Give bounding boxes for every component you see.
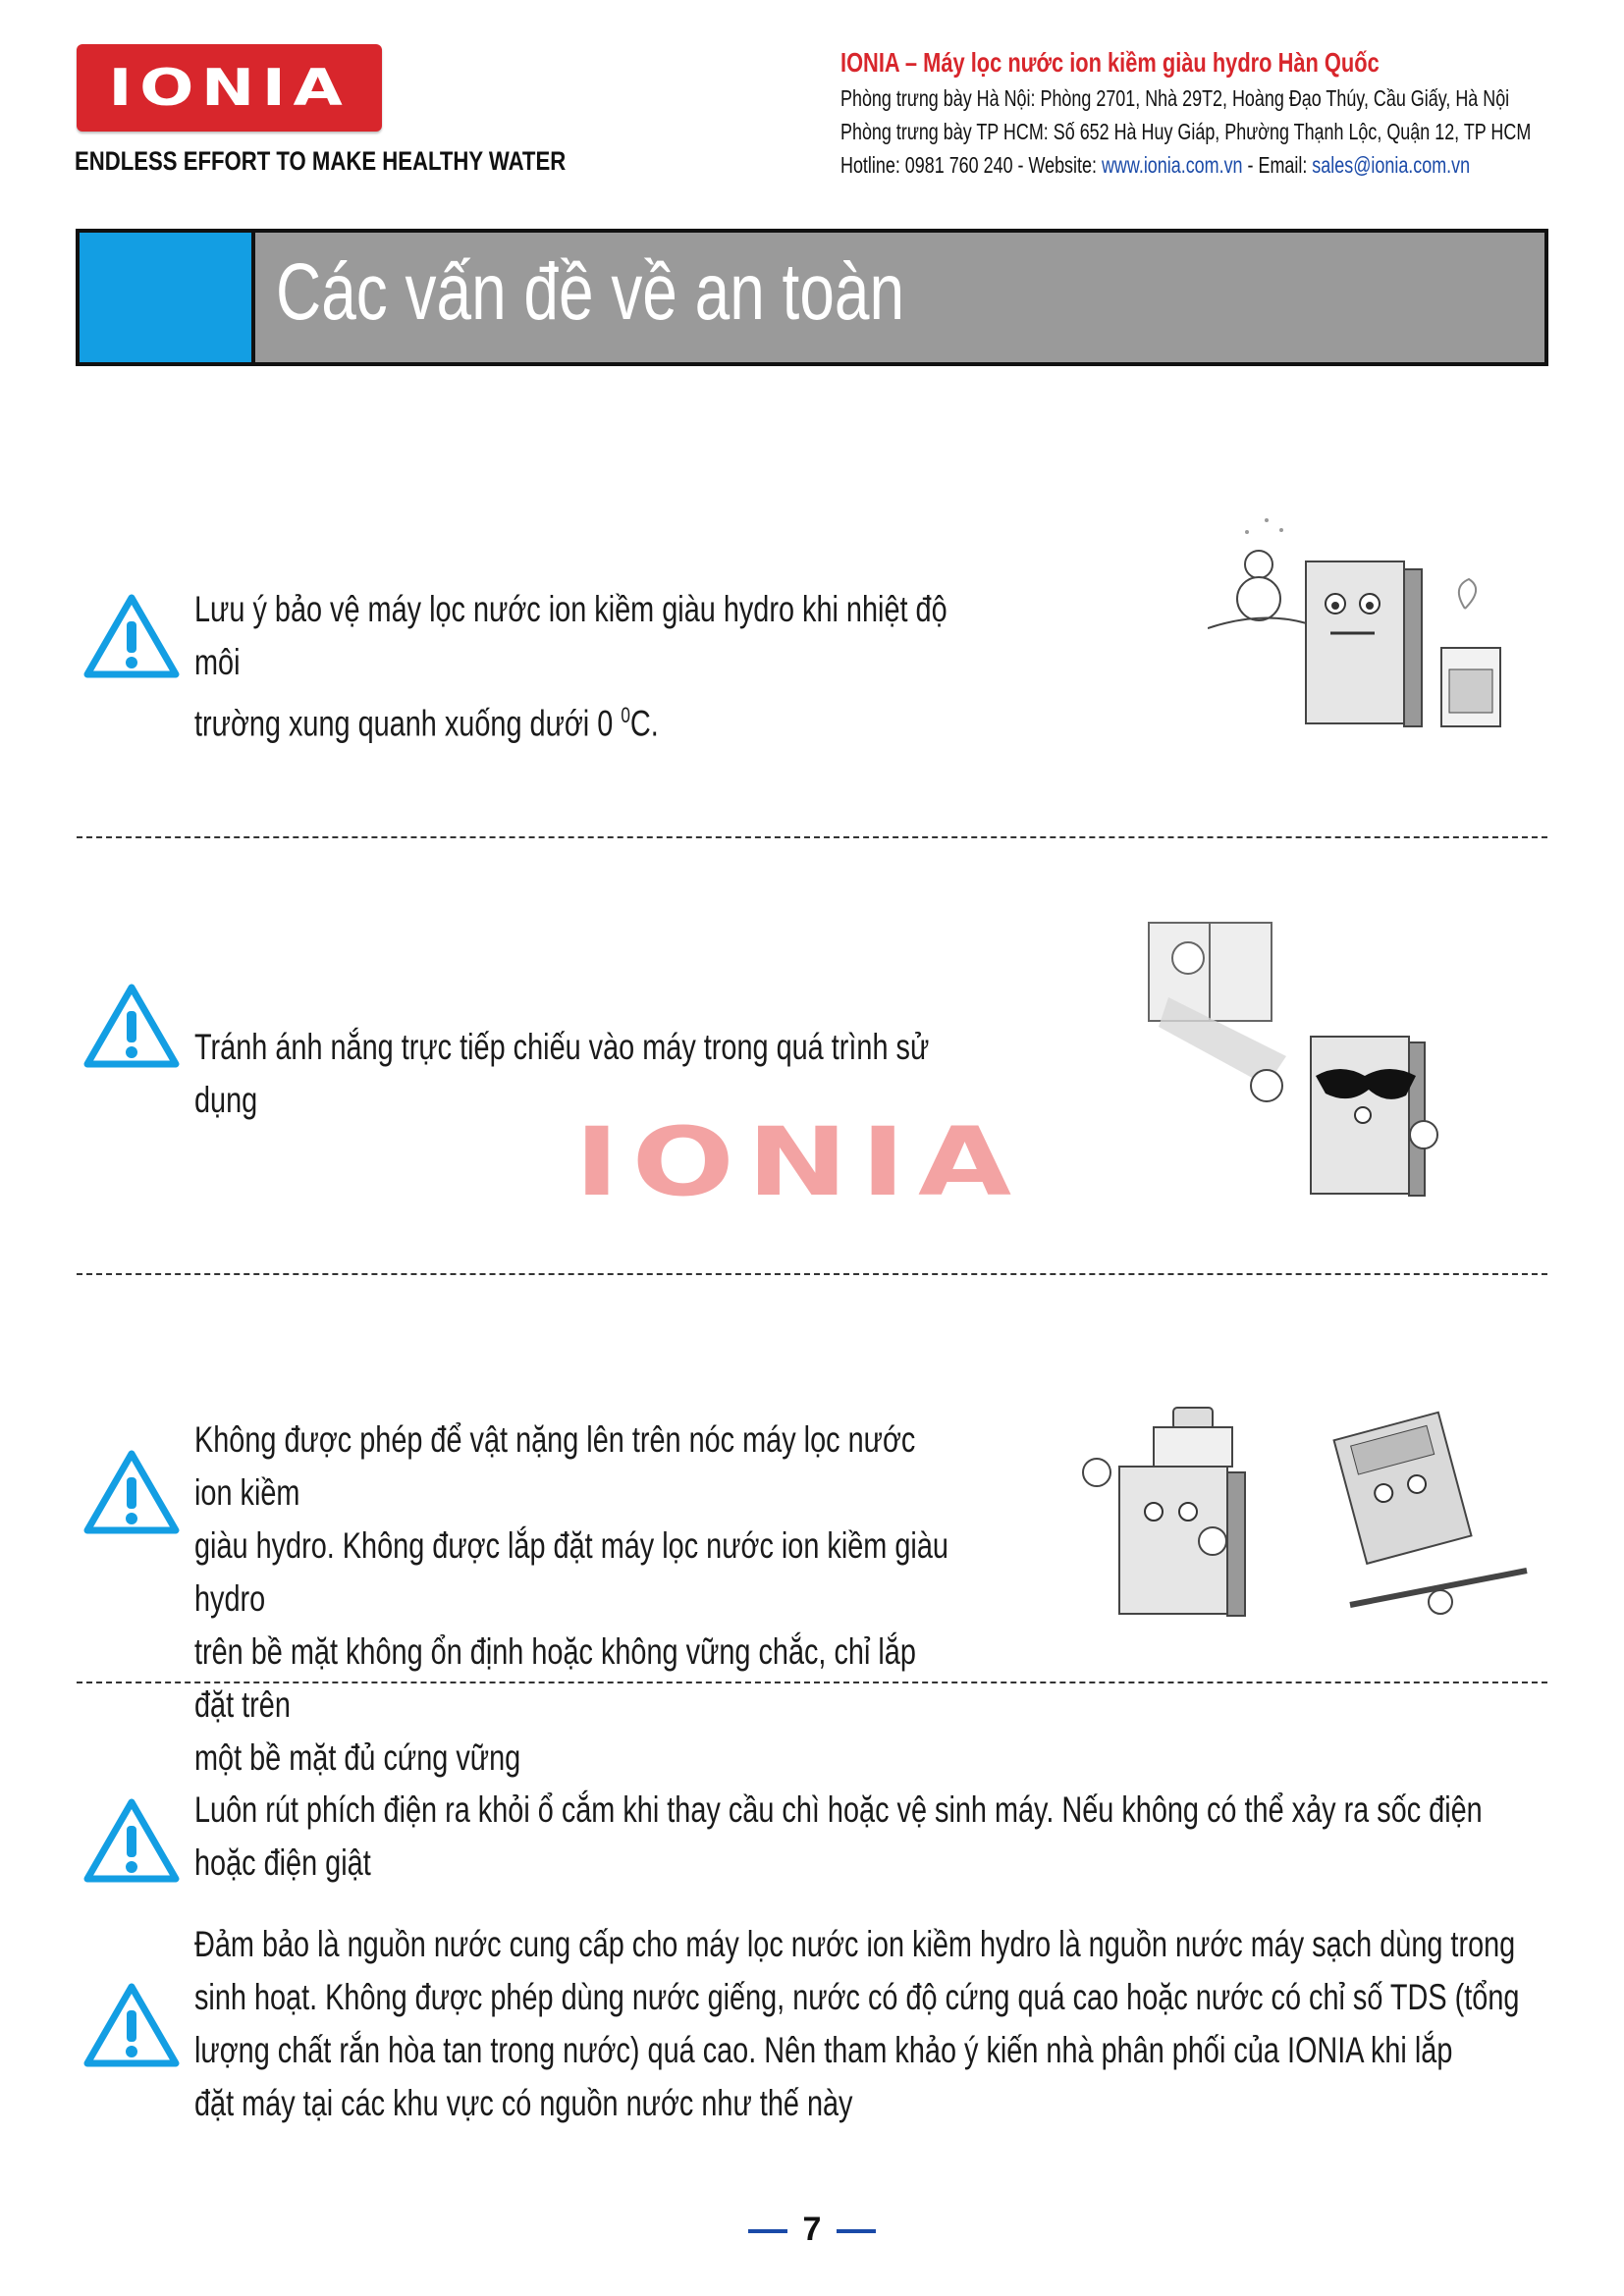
- safety-item-water-source: [194, 1918, 1557, 2130]
- unplug-line: Luôn rút phích điện ra khỏi ổ cắm khi thay cầu chì hoặc vệ sinh máy. Nếu không có thể xảy ra sốc điện: [194, 1789, 1483, 1830]
- showroom-hcm: Phòng trưng bày TP HCM: Số 652 Hà Huy Giáp, Phường Thạnh Lộc, Quận 12, TP HCM: [840, 119, 1532, 144]
- showroom-hanoi: Phòng trưng bày Hà Nội: Phòng 2701, Nhà 29T2, Hoàng Đạo Thúy, Cầu Giấy, Hà Nội: [840, 85, 1510, 111]
- page-dash-left: [748, 2229, 787, 2233]
- page-dash-right: [837, 2229, 876, 2233]
- heavy-object-illustration: [1075, 1394, 1537, 1629]
- company-name: IONIA – Máy lọc nước ion kiềm giàu hydro Hàn Quốc: [840, 47, 1380, 78]
- page-title: Các vấn đề về an toàn: [276, 247, 905, 337]
- ionia-logo: [77, 44, 382, 132]
- page-number-value: 7: [802, 2211, 822, 2248]
- title-accent-block: [80, 233, 255, 362]
- safety-item-cold-line2: trường xung quanh xuống dưới 0 $^0$C.: [194, 703, 659, 744]
- warning-triangle-icon: [82, 982, 181, 1070]
- cold-weather-illustration: [1208, 510, 1512, 756]
- placement-line: trên bề mặt không ổn định hoặc không vững chắc, chỉ lắp đặt trên: [194, 1631, 916, 1725]
- warning-triangle-icon: [82, 1796, 181, 1885]
- tagline: ENDLESS EFFORT TO MAKE HEALTHY WATER: [75, 146, 567, 176]
- water-source-line: lượng chất rắn hòa tan trong nước) quá cao. Nên tham khảo ý kiến nhà phân phối của IONIA khi lắp: [194, 2030, 1453, 2070]
- watermark-logo: IONIA: [574, 1107, 1024, 1217]
- safety-item-unplug: [194, 1784, 1557, 1890]
- water-source-line: đặt máy tại các khu vực có nguồn nước như thế này: [194, 2083, 853, 2123]
- warning-triangle-icon: [82, 1981, 181, 2069]
- warning-triangle-icon: [82, 592, 181, 680]
- email-label: - Email:: [1242, 152, 1313, 178]
- section-divider: [77, 1682, 1547, 1683]
- warning-triangle-icon: [82, 1448, 181, 1536]
- sunlight-illustration: [1129, 919, 1453, 1203]
- unplug-line: hoặc điện giật: [194, 1842, 371, 1883]
- logo-text: IONIA: [108, 58, 351, 118]
- safety-item-cold: [194, 583, 960, 750]
- company-info: [840, 47, 1547, 179]
- email-link[interactable]: sales@ionia.com.vn: [1312, 152, 1471, 178]
- page-number: [0, 2211, 1624, 2249]
- safety-item-placement: [194, 1414, 960, 1785]
- safety-item-sunlight: Tránh ánh nắng trực tiếp chiếu vào máy trong quá trình sử dụng: [194, 1027, 930, 1120]
- placement-line: Không được phép để vật nặng lên trên nóc máy lọc nước ion kiềm: [194, 1419, 916, 1513]
- contact-line: [840, 152, 1471, 179]
- section-divider: [77, 836, 1547, 838]
- water-source-line: sinh hoạt. Không được phép dùng nước giếng, nước có độ cứng quá cao hoặc nước có chỉ số TDS (tổng: [194, 1977, 1520, 2017]
- placement-line: giàu hydro. Không được lắp đặt máy lọc nước ion kiềm giàu hydro: [194, 1525, 948, 1619]
- section-divider: [77, 1273, 1547, 1275]
- placement-line: một bề mặt đủ cứng vững: [194, 1737, 521, 1778]
- website-link[interactable]: www.ionia.com.vn: [1101, 152, 1243, 178]
- safety-item-cold-line1: Lưu ý bảo vệ máy lọc nước ion kiềm giàu hydro khi nhiệt độ môi: [194, 589, 947, 682]
- title-bar: [76, 229, 1548, 366]
- hotline-label: Hotline: 0981 760 240 - Website:: [840, 152, 1102, 178]
- water-source-line: Đảm bảo là nguồn nước cung cấp cho máy lọc nước ion kiềm hydro là nguồn nước máy sạch dùng trong: [194, 1924, 1516, 1964]
